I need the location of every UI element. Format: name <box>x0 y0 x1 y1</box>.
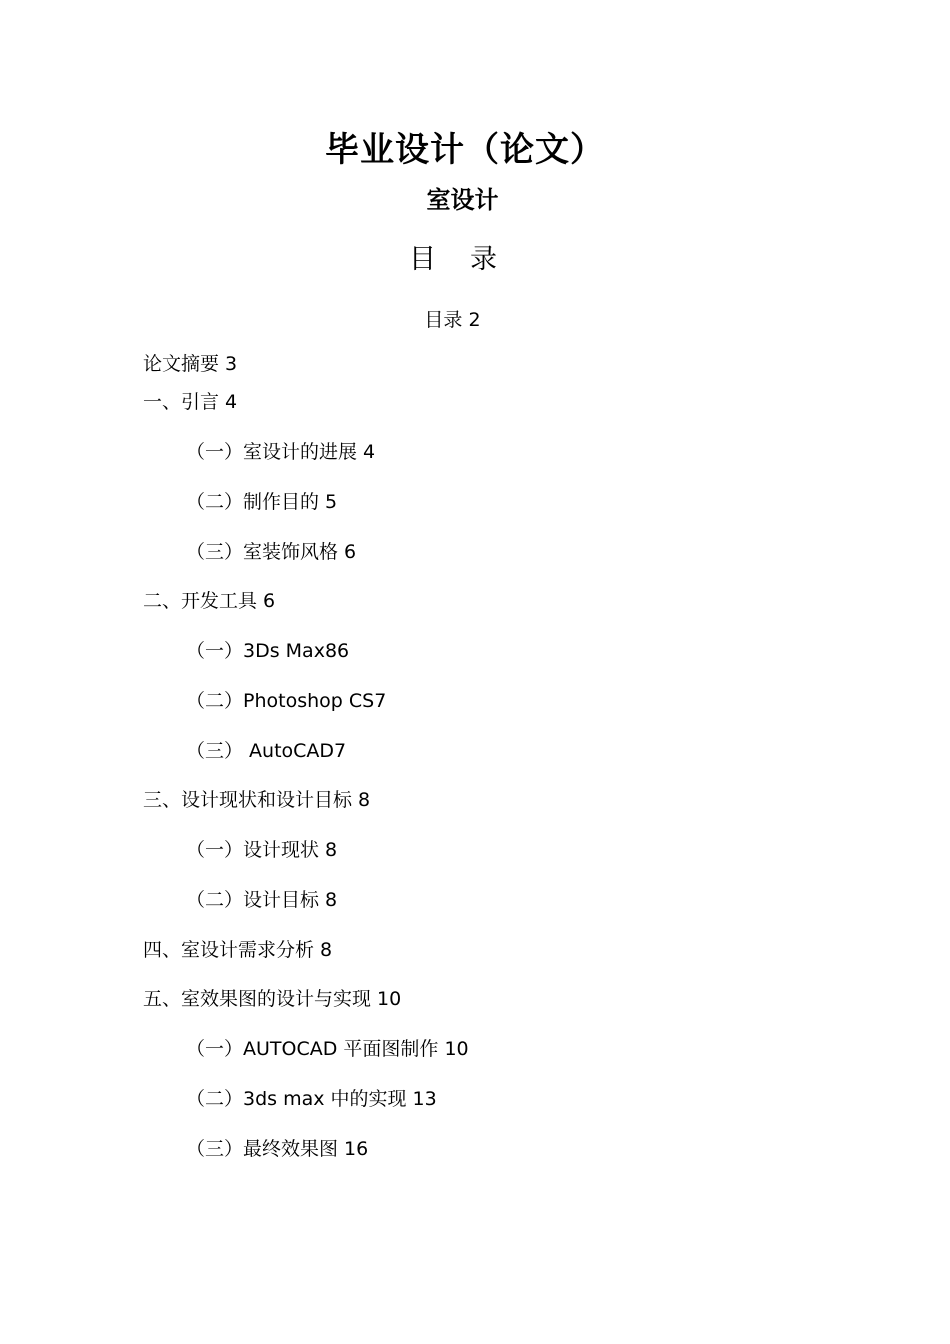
toc-entry[interactable]: 三、设计现状和设计目标 8 <box>143 789 371 811</box>
toc-entry[interactable]: （一）AUTOCAD 平面图制作 10 <box>186 1038 469 1060</box>
toc-entry[interactable]: （二）Photoshop CS7 <box>186 690 387 712</box>
toc-entry[interactable]: （二）3ds max 中的实现 13 <box>186 1088 437 1110</box>
toc-entry[interactable]: （三） AutoCAD7 <box>186 740 347 762</box>
toc-entry[interactable]: （三）最终效果图 16 <box>186 1138 369 1160</box>
toc-entry[interactable]: 二、开发工具 6 <box>143 590 276 612</box>
toc-entry[interactable]: （一）设计现状 8 <box>186 839 338 861</box>
toc-entry[interactable]: 一、引言 4 <box>143 391 238 413</box>
toc-entry[interactable]: （三）室装饰风格 6 <box>186 541 357 563</box>
document-title: 毕业设计（论文） <box>325 130 605 170</box>
toc-heading: 目录 <box>409 244 531 275</box>
toc-entry[interactable]: （二）设计目标 8 <box>186 889 338 911</box>
toc-entry[interactable]: 论文摘要 3 <box>143 353 238 375</box>
toc-entry[interactable]: （一）室设计的进展 4 <box>186 441 376 463</box>
toc-entry-self[interactable]: 目录 2 <box>424 309 481 331</box>
toc-entry[interactable]: （二）制作目的 5 <box>186 491 338 513</box>
toc-entry[interactable]: （一）3Ds Max86 <box>186 640 350 662</box>
document-subtitle: 室设计 <box>426 186 499 214</box>
toc-entry[interactable]: 四、室设计需求分析 8 <box>143 939 333 961</box>
toc-entry[interactable]: 五、室效果图的设计与实现 10 <box>143 988 402 1010</box>
